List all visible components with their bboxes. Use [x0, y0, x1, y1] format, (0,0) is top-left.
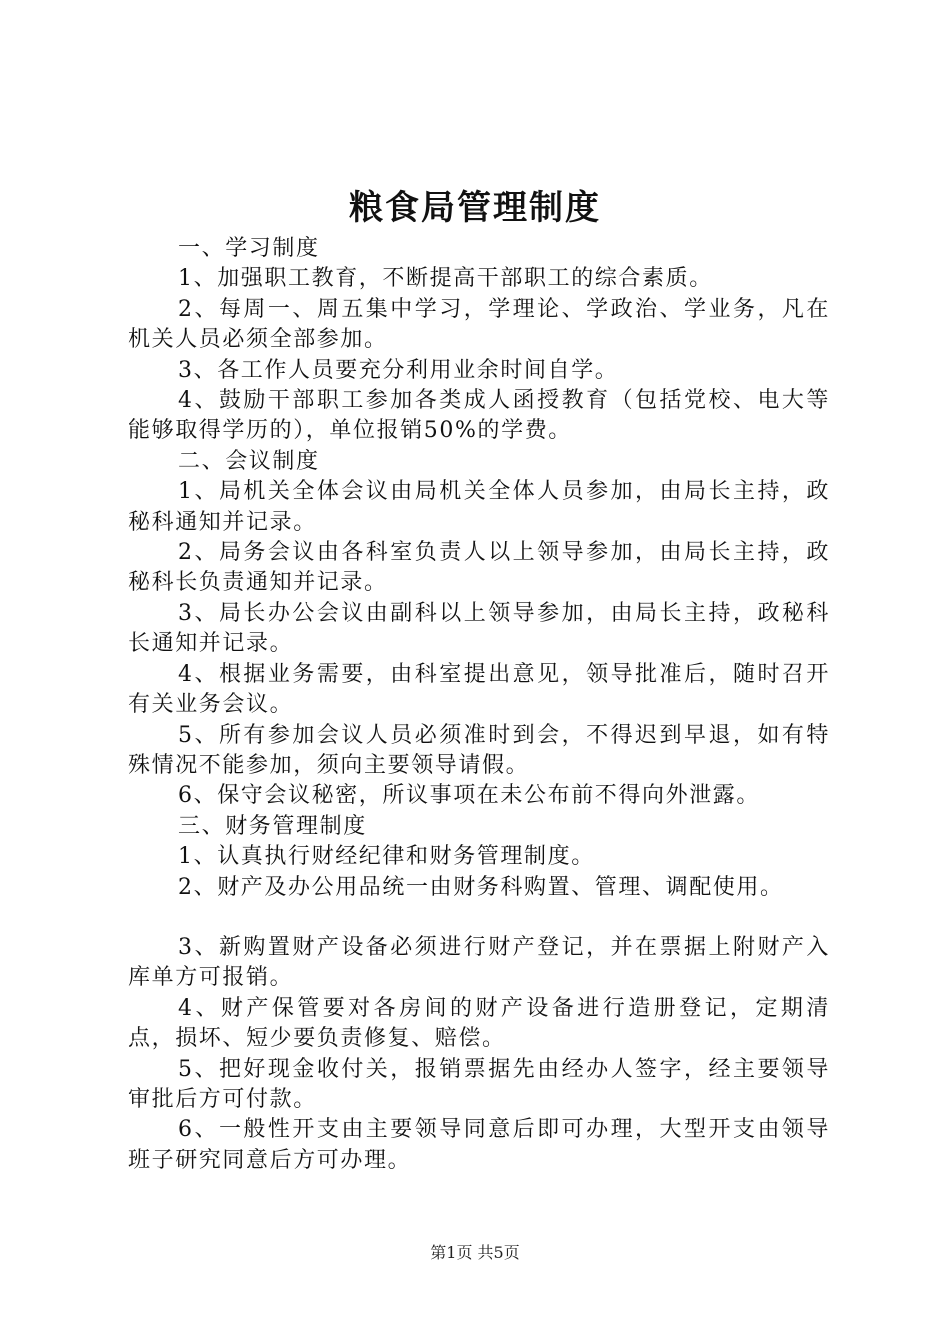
section-heading-study: 一、学习制度	[178, 236, 320, 261]
paragraph: 2、局务会议由各科室负责人以上领导参加，由局长主持，政秘科长负责通知并记录。	[128, 540, 830, 596]
page-footer: 第1页 共5页	[430, 1243, 520, 1262]
paragraph: 3、局长办公会议由副科以上领导参加，由局长主持，政秘科长通知并记录。	[128, 600, 830, 657]
paragraph: 1、局机关全体会议由局机关全体人员参加，由局长主持，政秘科通知并记录。	[128, 479, 830, 535]
paragraph: 3、新购置财产设备必须进行财产登记，并在票据上附财产入库单方可报销。	[128, 934, 830, 991]
paragraph: 3、各工作人员要充分利用业余时间自学。	[178, 357, 619, 383]
paragraph: 1、加强职工教育，不断提高干部职工的综合素质。	[178, 266, 713, 292]
paragraph: 5、把好现金收付关，报销票据先由经办人签字，经主要领导审批后方可付款。	[128, 1056, 830, 1112]
paragraph: 2、每周一、周五集中学习，学理论、学政治、学业务，凡在机关人员必须全部参加。	[128, 296, 830, 353]
section-heading-finance: 三、财务管理制度	[178, 813, 367, 839]
paragraph: 5、所有参加会议人员必须准时到会，不得迟到早退，如有特殊情况不能参加，须向主要领导请假。	[128, 722, 830, 778]
paragraph: 4、鼓励干部职工参加各类成人函授教育（包括党校、电大等能够取得学历的），单位报销50%的学费。	[128, 388, 830, 444]
paragraph: 1、认真执行财经纪律和财务管理制度。	[178, 844, 595, 870]
document-body	[128, 234, 830, 1176]
page-title: 粮食局管理制度	[349, 188, 601, 228]
paragraph: 6、保守会议秘密，所议事项在未公布前不得向外泄露。	[178, 783, 760, 809]
paragraph: 2、财产及办公用品统一由财务科购置、管理、调配使用。	[178, 874, 784, 900]
blank-line	[128, 903, 830, 933]
paragraph: 4、根据业务需要，由科室提出意见，领导批准后，随时召开有关业务会议。	[128, 661, 830, 718]
section-heading-meeting: 二、会议制度	[178, 448, 320, 474]
paragraph: 6、一般性开支由主要领导同意后即可办理，大型开支由领导班子研究同意后方可办理。	[128, 1117, 830, 1173]
paragraph: 4、财产保管要对各房间的财产设备进行造册登记，定期清点，损坏、短少要负责修复、赔偿。	[128, 995, 830, 1052]
